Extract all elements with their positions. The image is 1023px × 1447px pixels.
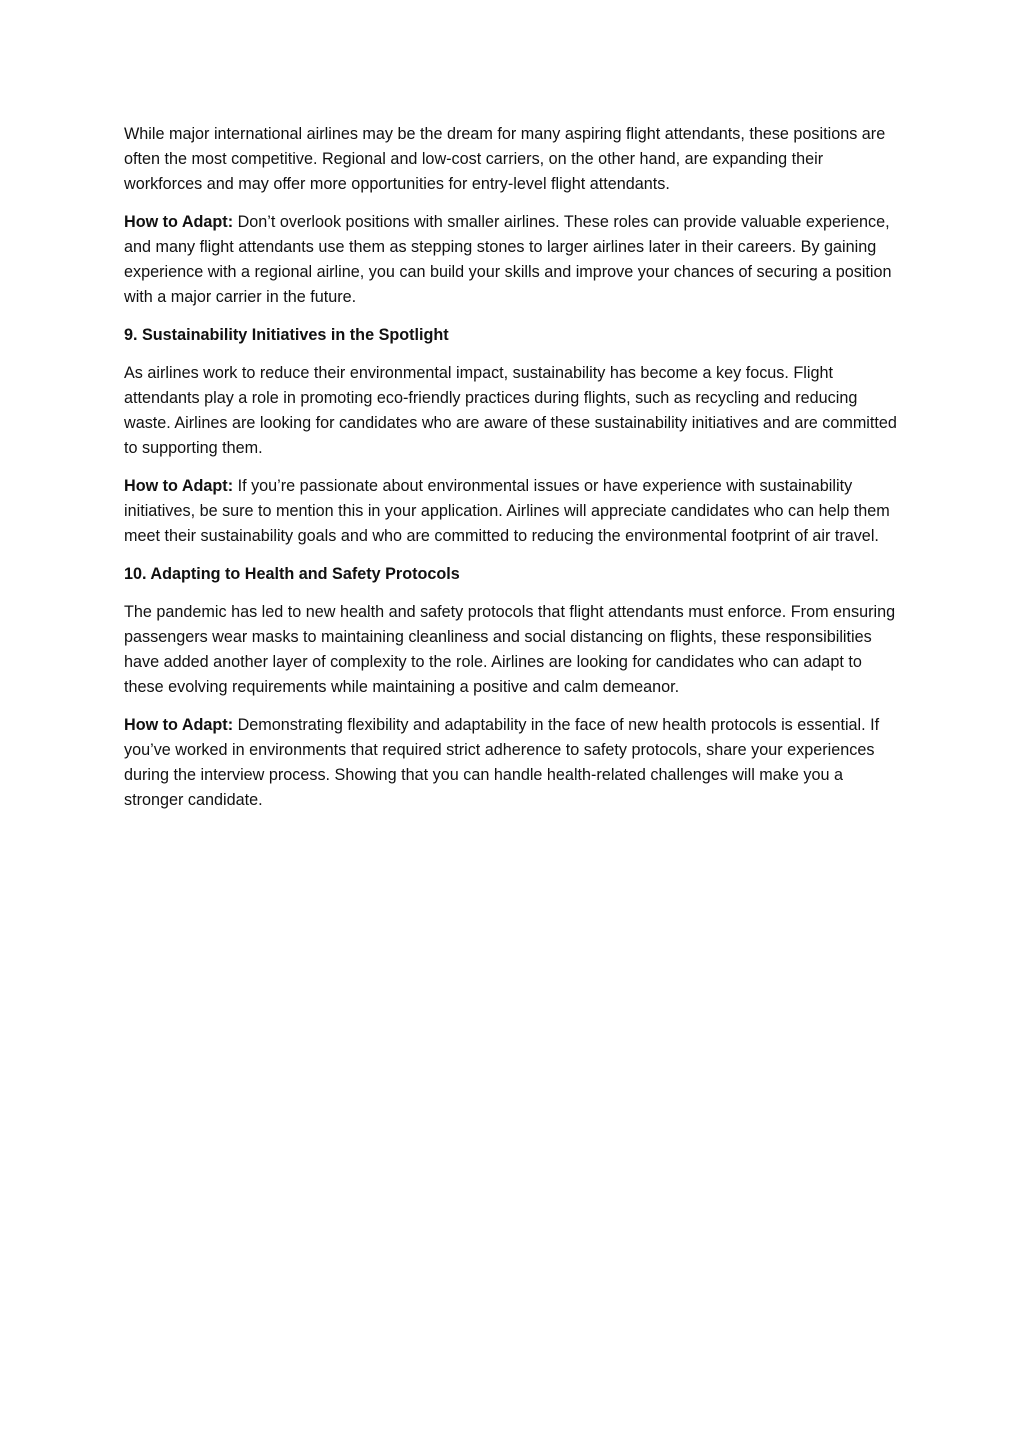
section-heading-health-safety: 10. Adapting to Health and Safety Protocols [124,565,460,583]
how-to-adapt-sustainability [124,474,899,549]
document-body [124,122,899,826]
paragraph-regional-carriers: While major international airlines may be the dream for many aspiring flight attendants, these positions are often the most competitive. Regional and low-cost carriers, on the other hand, are expanding their workforces and may offer more opportunities for entry-level flight attendants. [124,125,886,193]
paragraph-sustainability: As airlines work to reduce their environmental impact, sustainability has become a key focus. Flight attendants play a role in promoting eco-friendly practices during flights, such as recycling and reducing waste. Airlines are looking for candidates who are aware of these sustainability initiatives and are committed to supporting them. [124,364,897,457]
how-to-adapt-text: Demonstrating flexibility and adaptability in the face of new health protocols is essential. If you’ve worked in environments that required strict adherence to safety protocols, share your experiences during the interview process. Showing that you can handle health-related challenges will make you a stronger candidate. [124,716,880,809]
how-to-adapt-label: How to Adapt: [124,716,234,734]
paragraph-health-safety: The pandemic has led to new health and safety protocols that flight attendants must enforce. From ensuring passengers wear masks to maintaining cleanliness and social distancing on flights, these responsibilities have added another layer of complexity to the role. Airlines are looking for candidates who can adapt to these evolving requirements while maintaining a positive and calm demeanor. [124,603,896,696]
how-to-adapt-label: How to Adapt: [124,477,234,495]
how-to-adapt-health-safety [124,713,899,813]
how-to-adapt-smaller-airlines [124,210,899,310]
how-to-adapt-text: Don’t overlook positions with smaller airlines. These roles can provide valuable experience, and many flight attendants use them as stepping stones to larger airlines later in their careers. By gaining experience with a regional airline, you can build your skills and improve your chances of securing a position with a major carrier in the future. [124,213,892,306]
how-to-adapt-text: If you’re passionate about environmental issues or have experience with sustainability initiatives, be sure to mention this in your application. Airlines will appreciate candidates who can help them meet their sustainability goals and who are committed to reducing the environmental footprint of air travel. [124,477,890,545]
section-heading-sustainability: 9. Sustainability Initiatives in the Spotlight [124,326,449,344]
how-to-adapt-label: How to Adapt: [124,213,234,231]
